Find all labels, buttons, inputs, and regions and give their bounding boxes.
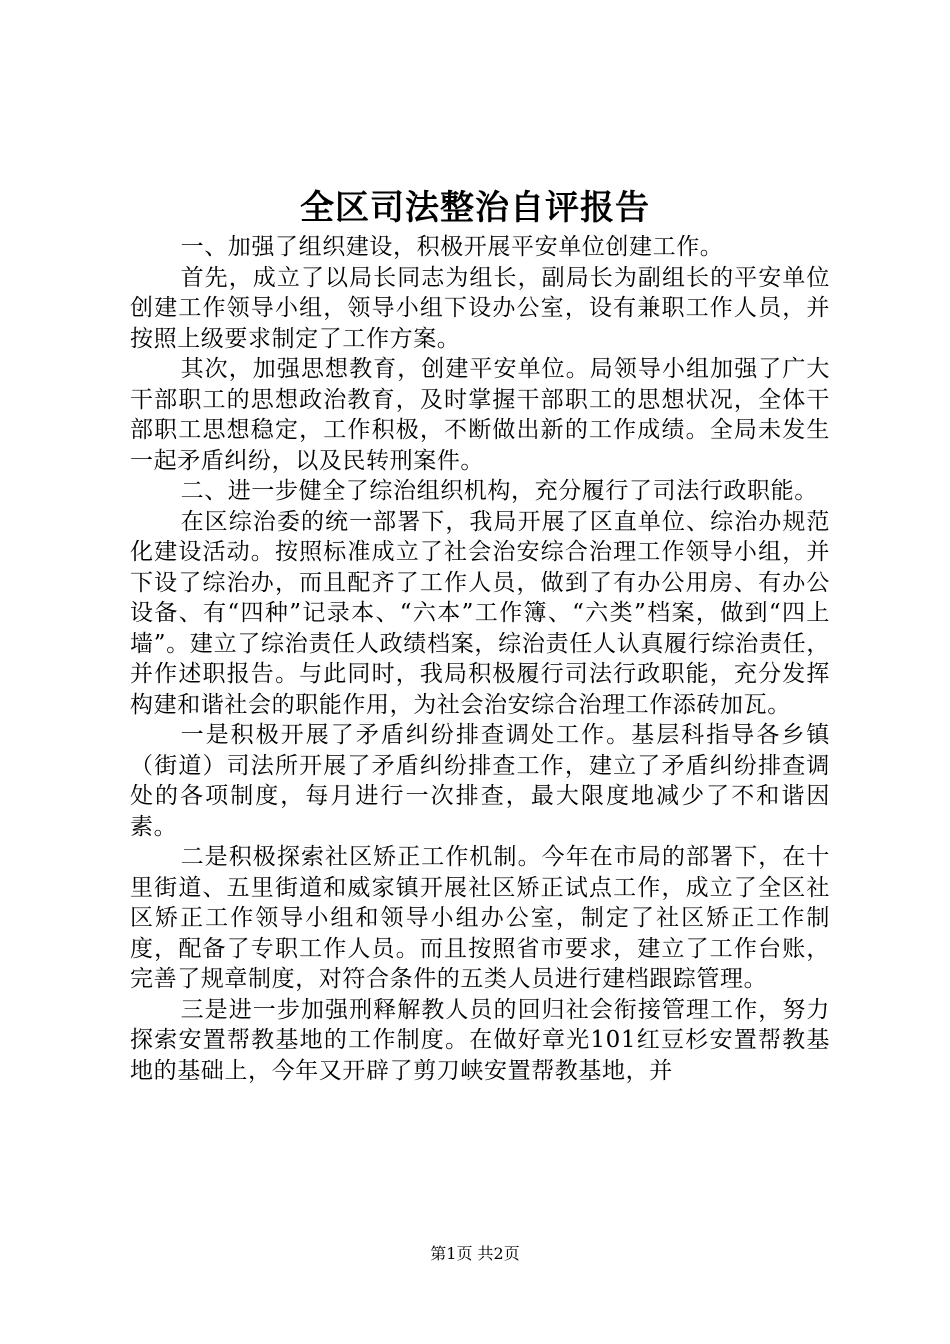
paragraph: 三是进一步加强刑释解教人员的回归社会衔接管理工作，努力探索安置帮教基地的工作制度。在做好章光101红豆杉安置帮教基地的基础上，今年又开辟了剪刀峡安置帮教基地，并 — [130, 996, 830, 1084]
document-title: 全区司法整治自评报告 — [300, 188, 650, 228]
paragraph: 在区综治委的统一部署下，我局开展了区直单位、综治办规范化建设活动。按照标准成立了社会治安综合治理工作领导小组，并下设了综治办，而且配齐了工作人员，做到了有办公用房、有办公设备、有“四种”记录本、“六本”工作簿、“六类”档案，做到“四上墙”。建立了综治责任人政绩档案，综治责任人认真履行综治责任，并作述职报告。与此同时，我局积极履行司法行政职能，充分发挥构建和谐社会的职能作用，为社会治安综合治理工作添砖加瓦。 — [130, 508, 830, 718]
paragraph: 其次，加强思想教育，创建平安单位。局领导小组加强了广大干部职工的思想政治教育，及时掌握干部职工的思想状况，全体干部职工思想稳定，工作积极，不断做出新的工作成绩。全局未发生一起矛盾纠纷，以及民转刑案件。 — [130, 356, 830, 474]
document-body — [130, 232, 830, 1086]
page-footer: 第1页 共2页 — [430, 1244, 520, 1263]
paragraph: 一是积极开展了矛盾纠纷排查调处工作。基层科指导各乡镇（街道）司法所开展了矛盾纠纷排查工作，建立了矛盾纠纷排查调处的各项制度，每月进行一次排查，最大限度地减少了不和谐因素。 — [130, 722, 830, 840]
paragraph: 二是积极探索社区矫正工作机制。今年在市局的部署下，在十里街道、五里街道和威家镇开展社区矫正试点工作，成立了全区社区矫正工作领导小组和领导小组办公室，制定了社区矫正工作制度，配备了专职工作人员。而且按照省市要求，建立了工作台账，完善了规章制度，对符合条件的五类人员进行建档跟踪管理。 — [130, 844, 830, 992]
paragraph: 一、加强了组织建设，积极开展平安单位创建工作。 — [180, 234, 724, 260]
paragraph: 首先，成立了以局长同志为组长，副局长为副组长的平安单位创建工作领导小组，领导小组下设办公室，设有兼职工作人员，并按照上级要求制定了工作方案。 — [130, 264, 830, 352]
paragraph: 二、进一步健全了综治组织机构，充分履行了司法行政职能。 — [180, 478, 818, 504]
